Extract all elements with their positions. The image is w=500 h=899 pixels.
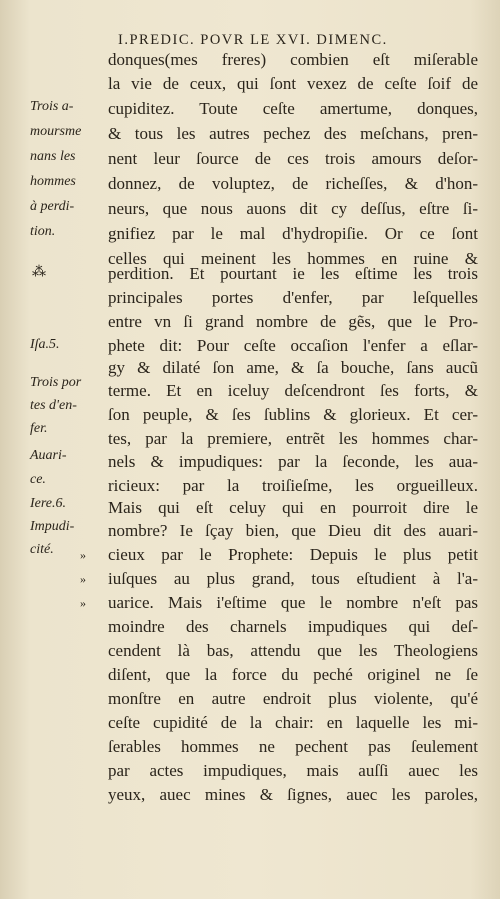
text-line: entre vn ſi grand nombre de gẽs, que le Pro- (108, 312, 478, 331)
margin-note: tion. (30, 224, 56, 239)
text-line: nombre? Ie ſçay bien, que Dieu dit des auari- (108, 521, 478, 540)
text-line: tes, par la premiere, entrẽt les hommes char- (108, 429, 478, 448)
margin-note: Trois por (30, 375, 82, 390)
text-line: terme. Et en iceluy deſcendront ſes forts, & (108, 381, 478, 400)
text-line: monſtre en autre endroit plus violente, qu'é (108, 689, 478, 708)
text-line: gnifiez par le mal d'hydropiſie. Or ce ſont (108, 224, 478, 243)
text-line: donques(mes freres) combien eſt miſerable (108, 50, 478, 69)
margin-note: Iere.6. (30, 496, 67, 511)
text-line: phete dit: Pour ceſte occaſion l'enfer a eſlar- (108, 336, 478, 355)
margin-note: tes d'en- (30, 398, 77, 413)
margin-note: à perdi- (30, 199, 75, 214)
text-line: cendent là bas, attendu que les Theologiens (108, 641, 478, 660)
margin-note: fer. (30, 421, 48, 436)
text-line: ſon peuple, & ſes ſublins & glorieux. Et cer- (108, 405, 478, 424)
margin-note: ce. (30, 472, 46, 487)
margin-note: hommes (30, 174, 76, 189)
text-line: ſerables hommes ne pechent pas ſeulement (108, 737, 478, 756)
text-line: principales portes d'enfer, par leſquelles (108, 288, 478, 307)
running-head: I.PREDIC. POVR LE XVI. DIMENC. (118, 32, 388, 48)
text-line: cieux par le Prophete: Depuis le plus petit (108, 545, 478, 564)
quote-mark: » (80, 596, 86, 610)
text-line: nent leur ſource de ces trois amours deſor- (108, 149, 478, 168)
quote-mark: » (80, 572, 86, 586)
text-line: neurs, que nous auons dit cy deſſus, eſtre ſi- (108, 199, 478, 218)
margin-note: Impudi- (30, 519, 75, 534)
text-line: cupiditez. Toute ceſte amertume, donques, (108, 99, 478, 118)
text-line: perdition. Et pourtant ie les eſtime les trois (108, 264, 478, 283)
margin-mark-icon: ⁂ (32, 264, 46, 280)
text-line: celles qui meinent les hommes en ruine & (108, 249, 478, 268)
margin-note: nans les (30, 149, 76, 164)
text-line: & tous les autres pechez des meſchans, pren- (108, 124, 478, 143)
margin-note: Trois a- (30, 99, 74, 114)
margin-note: Iſa.5. (30, 337, 60, 352)
margin-note: moursme (30, 124, 82, 139)
margin-note: Auari- (30, 448, 67, 463)
text-line: la vie de ceux, qui ſont vexez de ceſte ſoif de (108, 74, 478, 93)
text-line: par actes impudiques, mais auſſi auec les (108, 761, 478, 780)
text-line: donnez, de voluptez, de richeſſes, & d'hon- (108, 174, 478, 193)
text-line: ceſte cupidité de la chair: en laquelle les mi- (108, 713, 478, 732)
text-line: ricieux: par la troiſieſme, les orgueilleux. (108, 476, 478, 495)
text-line: Mais qui eſt celuy qui en pourroit dire le (108, 498, 478, 517)
text-line: nels & impudiques: par la ſeconde, les aua- (108, 452, 478, 471)
text-line: iuſques au plus grand, tous eſtudient à l'a- (108, 569, 478, 588)
text-line: uarice. Mais i'eſtime que le nombre n'eſt pas (108, 593, 478, 612)
text-line: diſent, que la force du peché originel ne ſe (108, 665, 478, 684)
text-line: gy & dilaté ſon ame, & ſa bouche, ſans aucũ (108, 358, 478, 377)
text-line: yeux, auec mines & ſignes, auec les paroles, (108, 785, 478, 804)
text-line: moindre des charnels impudiques qui deſ- (108, 617, 478, 636)
margin-note: cité. (30, 542, 54, 557)
quote-mark: » (80, 548, 86, 562)
